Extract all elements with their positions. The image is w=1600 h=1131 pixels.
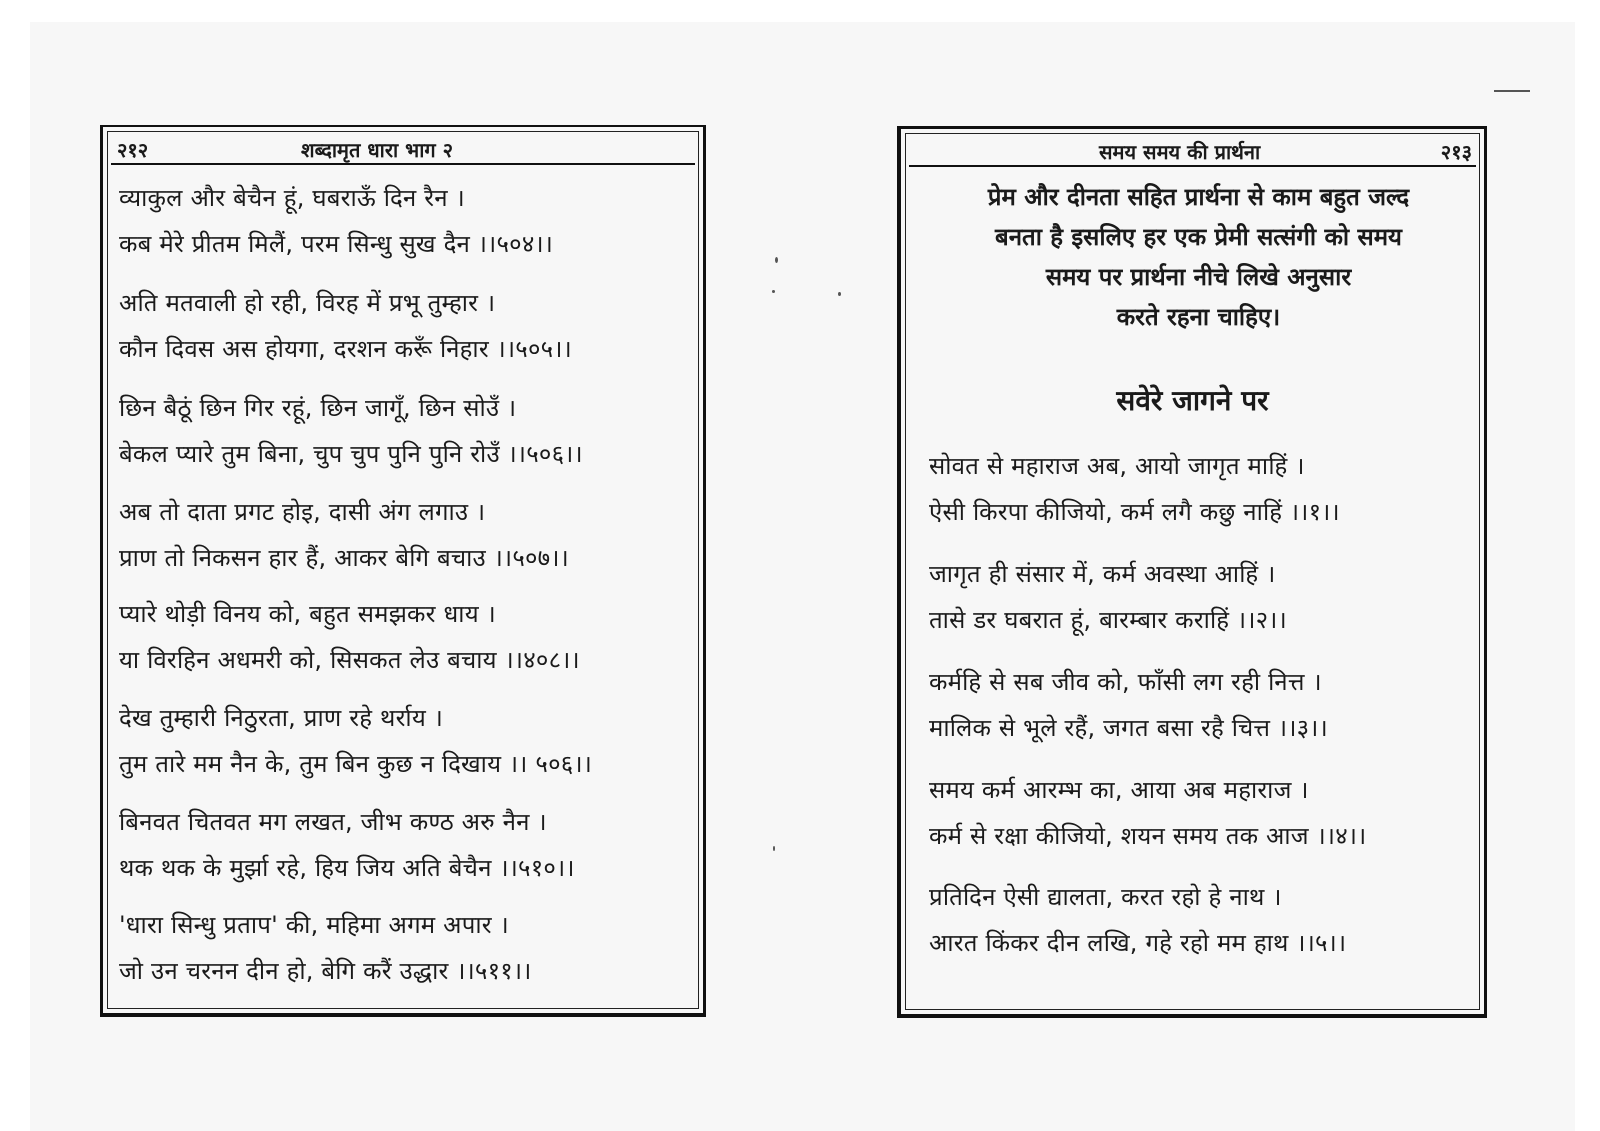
- verse: [929, 443, 1468, 535]
- running-title: समय समय की प्रार्थना: [1099, 140, 1261, 164]
- verse-line: तुम तारे मम नैन के, तुम बिन कुछ न दिखाय ।। ५०६।।: [119, 750, 593, 778]
- verse-line: या विरहिन अधमरी को, सिसकत लेउ बचाय ।।४०८।।: [119, 646, 580, 674]
- intro-line: समय पर प्रार्थना नीचे लिखे अनुसार: [1045, 263, 1352, 291]
- page-number: २१२: [117, 138, 149, 162]
- verse-line: अब तो दाता प्रगट होइ, दासी अंग लगाउ ।: [119, 498, 486, 526]
- verse: [929, 551, 1468, 643]
- verse-line: व्याकुल और बेचैन हूं, घबराऊँ दिन रैन ।: [119, 184, 465, 212]
- right-page: [897, 126, 1487, 1018]
- right-page-header: [909, 135, 1476, 167]
- section-heading: सवेरे जागने पर: [1116, 384, 1269, 417]
- scan-speck: [775, 257, 778, 263]
- scan-speck: [1494, 90, 1530, 92]
- verse: [119, 695, 687, 787]
- verse-line: कर्म से रक्षा कीजियो, शयन समय तक आज ।।४।।: [929, 822, 1367, 850]
- verse: [119, 489, 687, 581]
- verse-line: कब मेरे प्रीतम मिलैं, परम सिन्धु सुख दैन ।।५०४।।: [119, 230, 554, 258]
- verse-line: थक थक के मुर्झा रहे, हिय जिय अति बेचैन ।।५१०।।: [119, 854, 575, 882]
- verse: [929, 659, 1468, 751]
- verse-line: बिनवत चितवत मग लखत, जीभ कण्ठ अरु नैन ।: [119, 808, 547, 836]
- verse-line: 'धारा सिन्धु प्रताप' की, महिमा अगम अपार ।: [119, 911, 509, 939]
- verse: [119, 799, 687, 891]
- left-page-header: [111, 133, 695, 165]
- verse-line: सोवत से महाराज अब, आयो जागृत माहिं ।: [929, 452, 1305, 480]
- verse-line: प्यारे थोड़ी विनय को, बहुत समझकर धाय ।: [119, 600, 496, 628]
- intro-line: प्रेम और दीनता सहित प्रार्थना से काम बहुत जल्द: [987, 183, 1410, 211]
- verse-line: जो उन चरनन दीन हो, बेगि करैं उद्धार ।।५११।।: [119, 957, 532, 985]
- verse: [119, 385, 687, 477]
- verse-line: जागृत ही संसार में, कर्म अवस्था आहिं ।: [929, 560, 1276, 588]
- verse-line: कर्महि से सब जीव को, फाँसी लग रही नित्त ।: [929, 668, 1322, 696]
- intro-paragraph: [925, 177, 1472, 337]
- verse-line: आरत किंकर दीन लखि, गहे रहो मम हाथ ।।५।।: [929, 929, 1347, 957]
- verse-line: समय कर्म आरम्भ का, आया अब महाराज ।: [929, 776, 1309, 804]
- intro-line: बनता है इसलिए हर एक प्रेमी सत्संगी को समय: [995, 223, 1402, 251]
- verse-line: मालिक से भूले रहैं, जगत बसा रहै चित्त ।।३।।: [929, 714, 1328, 742]
- scan-speck: [773, 846, 775, 851]
- running-title: शब्दामृत धारा भाग २: [301, 138, 454, 162]
- verse: [119, 175, 687, 267]
- verse-line: ऐसी किरपा कीजियो, कर्म लगै कछु नाहिं ।।१।।: [929, 498, 1340, 526]
- verse: [929, 874, 1468, 966]
- verse-line: तासे डर घबरात हूं, बारम्बार कराहिं ।।२।।: [929, 606, 1287, 634]
- scan-speck: [772, 290, 775, 293]
- verse-line: अति मतवाली हो रही, विरह में प्रभू तुम्हार ।: [119, 289, 496, 317]
- verse: [119, 902, 687, 994]
- scan-speck: [838, 292, 841, 296]
- verse: [119, 280, 687, 372]
- left-page: [100, 125, 706, 1017]
- verse-line: देख तुम्हारी निठुरता, प्राण रहे थर्राय ।: [119, 704, 444, 732]
- verse: [119, 591, 687, 683]
- verse-line: कौन दिवस अस होयगा, दरशन करूँ निहार ।।५०५।।: [119, 335, 572, 363]
- intro-line: करते रहना चाहिए।: [1116, 303, 1281, 331]
- verse: [929, 767, 1468, 859]
- page-number: २१३: [1440, 140, 1472, 164]
- verse-line: छिन बैठूं छिन गिर रहूं, छिन जागूँ, छिन सोउँ ।: [119, 394, 517, 422]
- verse-line: प्रतिदिन ऐसी द्यालता, करत रहो हे नाथ ।: [929, 883, 1282, 911]
- verse-line: प्राण तो निकसन हार हैं, आकर बेगि बचाउ ।।५०७।।: [119, 544, 569, 572]
- verse-line: बेकल प्यारे तुम बिना, चुप चुप पुनि पुनि रोउँ ।।५०६।।: [119, 440, 583, 468]
